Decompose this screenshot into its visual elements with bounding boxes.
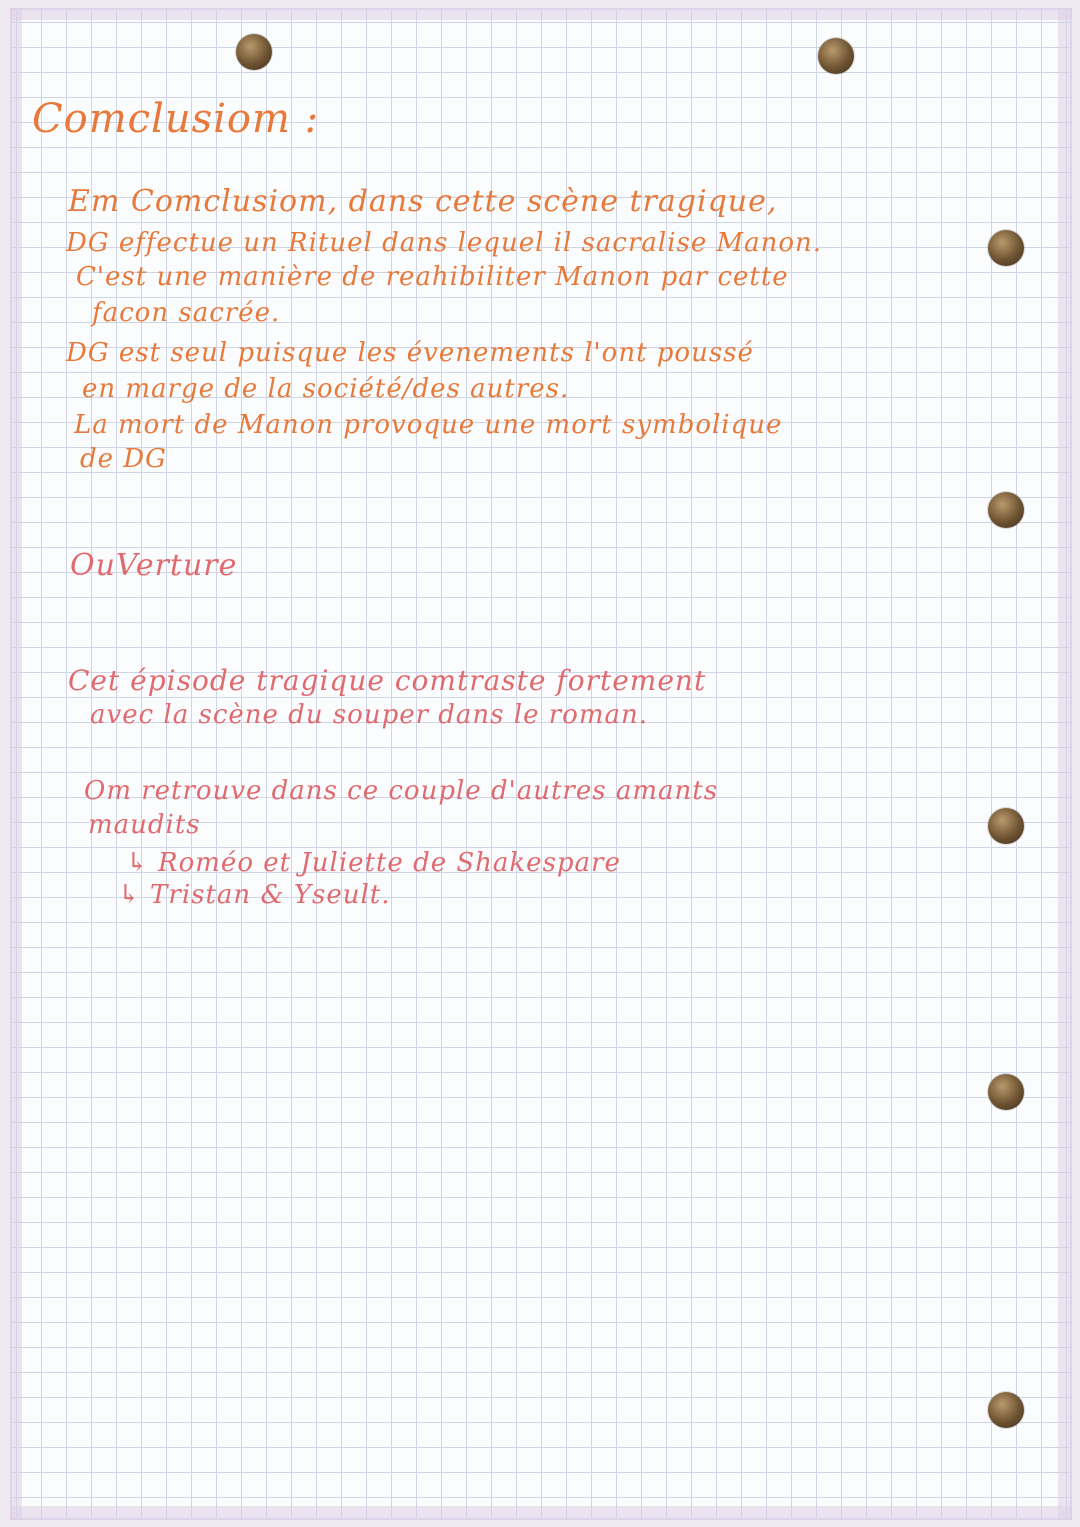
conclusion-line: La mort de Manon provoque une mort symbolique	[74, 410, 783, 440]
page-margin-bottom	[10, 1506, 1072, 1520]
ouverture-line: ↳ Roméo et Juliette de Shakespare	[126, 848, 621, 878]
page-margin-top	[10, 8, 1072, 20]
ouverture-line: avec la scène du souper dans le roman.	[90, 700, 648, 730]
conclusion-line: Em Comclusiom, dans cette scène tragique,	[68, 184, 778, 219]
conclusion-line: DG est seul puisque les évenements l'ont poussé	[66, 338, 754, 368]
ouverture-line: Om retrouve dans ce couple d'autres amants	[84, 776, 719, 806]
punch-hole-icon	[818, 38, 854, 74]
punch-hole-icon	[236, 34, 272, 70]
punch-hole-icon	[988, 230, 1024, 266]
punch-hole-icon	[988, 1392, 1024, 1428]
ouverture-title: OuVerture	[70, 548, 238, 583]
punch-hole-icon	[988, 1074, 1024, 1110]
ouverture-line: ↳ Tristan & Yseult.	[118, 880, 391, 910]
punch-hole-icon	[988, 808, 1024, 844]
ouverture-line: maudits	[88, 810, 201, 840]
conclusion-line: en marge de la société/des autres.	[82, 374, 570, 404]
conclusion-line: facon sacrée.	[92, 298, 281, 328]
punch-hole-icon	[988, 492, 1024, 528]
conclusion-line: C'est une manière de reahibiliter Manon par cette	[76, 262, 789, 292]
conclusion-line: DG effectue un Rituel dans lequel il sacralise Manon.	[66, 228, 823, 258]
notebook-page	[10, 8, 1072, 1520]
page-margin-left	[10, 8, 22, 1520]
ouverture-line: Cet épisode tragique comtraste fortement	[68, 664, 707, 697]
page-margin-right	[1058, 8, 1072, 1520]
conclusion-title: Comclusiom :	[32, 96, 320, 142]
conclusion-line: de DG	[80, 444, 167, 474]
